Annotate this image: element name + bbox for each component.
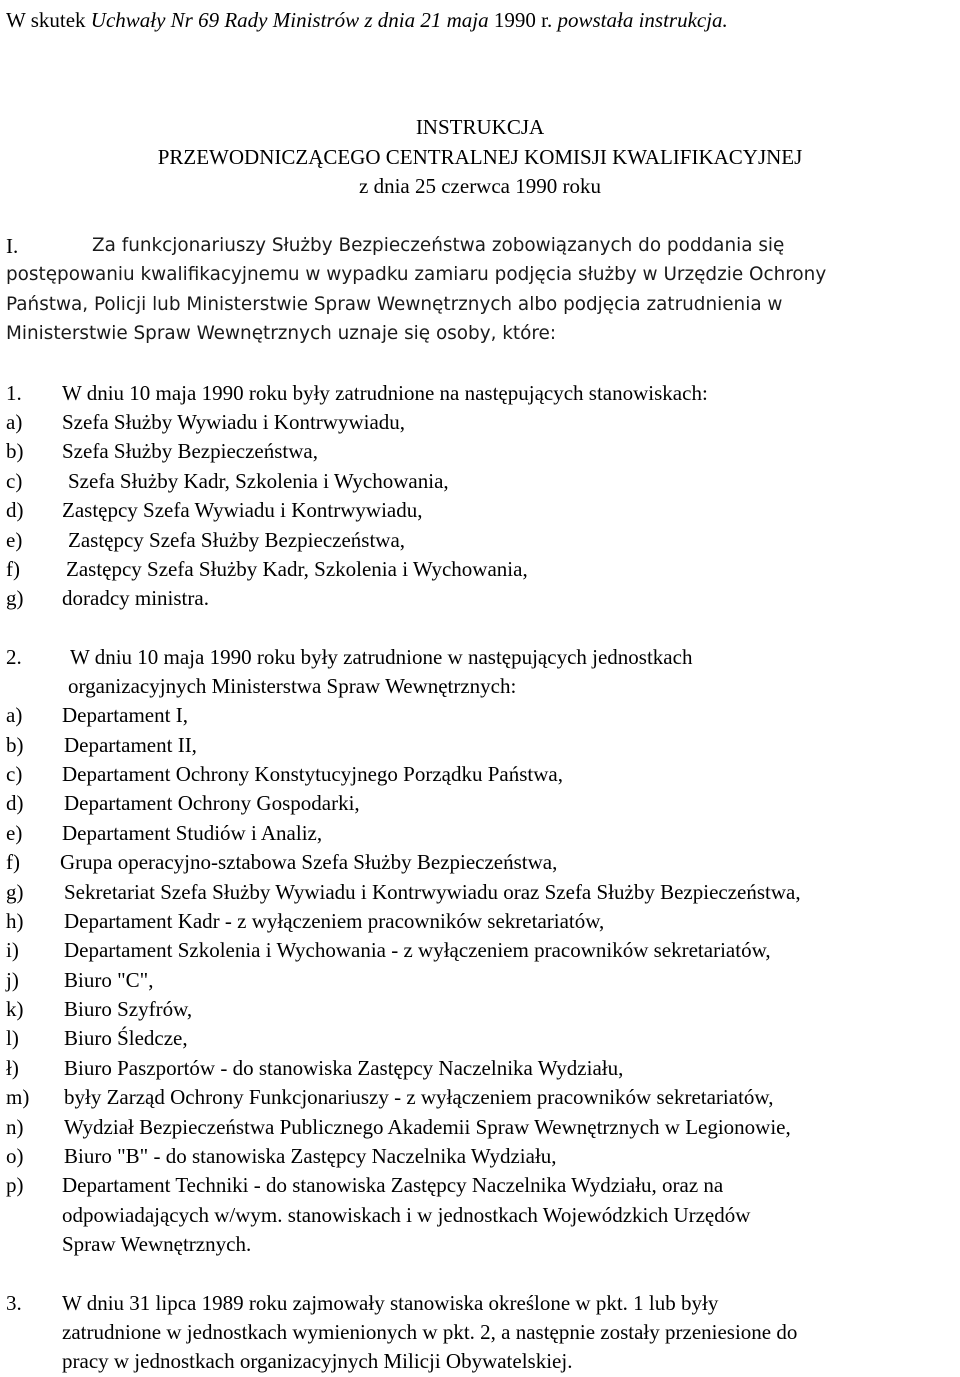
list-item-label: d)	[6, 791, 24, 815]
list-item-label: c)	[6, 762, 23, 786]
point-3-line-1: W dniu 31 lipca 1989 roku zajmowały stanowiska określone w pkt. 1 lub były	[62, 1291, 719, 1315]
list-item-label: g)	[6, 880, 24, 904]
list-item-text: Departament Studiów i Analiz,	[62, 821, 323, 845]
header-note-result: powstała instrukcja.	[557, 8, 728, 32]
list-item-label: g)	[6, 586, 24, 610]
list-item-label: p)	[6, 1173, 24, 1197]
list-item-text: Wydział Bezpieczeństwa Publicznego Akademii Spraw Wewnętrznych w Legionowie,	[64, 1115, 791, 1139]
section-line-2: postępowaniu kwalifikacyjnemu w wypadku zamiaru podjęcia służby w Urzędzie Ochrony	[6, 264, 827, 285]
list-item-text: Szefa Służby Bezpieczeństwa,	[62, 439, 318, 463]
list-item-text: Szefa Służby Kadr, Szkolenia i Wychowania,	[68, 469, 449, 493]
list-item-label: m)	[6, 1085, 30, 1109]
list-item-text: Zastępcy Szefa Służby Kadr, Szkolenia i Wychowania,	[66, 557, 528, 581]
list-item-text: Zastępcy Szefa Wywiadu i Kontrwywiadu,	[62, 498, 423, 522]
list-item-text: Biuro Paszportów - do stanowiska Zastępcy Naczelnika Wydziału,	[64, 1056, 624, 1080]
list-item-text: Departament Ochrony Gospodarki,	[64, 791, 360, 815]
point-2-number: 2.	[6, 645, 22, 669]
list-item-label: d)	[6, 498, 24, 522]
list-item-label: e)	[6, 821, 23, 845]
list-item-text: były Zarząd Ochrony Funkcjonariuszy - z wyłączeniem pracowników sekretariatów,	[64, 1085, 774, 1109]
list-item-continuation: Spraw Wewnętrznych.	[62, 1232, 252, 1256]
list-item-text: Biuro Szyfrów,	[64, 997, 193, 1021]
list-item-label: i)	[6, 938, 19, 962]
document-subtitle: PRZEWODNICZĄCEGO CENTRALNEJ KOMISJI KWALIFIKACYJNEJ	[157, 145, 803, 169]
list-item-text: Departament I,	[62, 703, 188, 727]
list-item-label: c)	[6, 469, 23, 493]
list-item-text: Sekretariat Szefa Służby Wywiadu i Kontrwywiadu oraz Szefa Służby Bezpieczeństwa,	[64, 880, 801, 904]
point-2-intro-1: W dniu 10 maja 1990 roku były zatrudnione w następujących jednostkach	[70, 645, 693, 669]
list-item-label: a)	[6, 703, 23, 727]
list-item-label: b)	[6, 733, 24, 757]
section-line-4: Ministerstwie Spraw Wewnętrznych uznaje się osoby, które:	[6, 323, 557, 344]
point-1-intro: W dniu 10 maja 1990 roku były zatrudnione na następujących stanowiskach:	[62, 381, 708, 405]
list-item-text: Grupa operacyjno-sztabowa Szefa Służby Bezpieczeństwa,	[60, 850, 558, 874]
header-note: W skutek Uchwały Nr 69 Rady Ministrów z dnia 21 maja 1990 r. powstała instrukcja.	[6, 8, 728, 32]
list-item-text: Departament II,	[64, 733, 197, 757]
list-item-label: b)	[6, 439, 24, 463]
list-item-text: Departament Ochrony Konstytucyjnego Porządku Państwa,	[62, 762, 563, 786]
section-number: I.	[6, 234, 19, 258]
list-item-label: e)	[6, 528, 23, 552]
list-item-label: h)	[6, 909, 24, 933]
list-item-label: f)	[6, 557, 20, 581]
document-title: INSTRUKCJA	[415, 115, 545, 139]
list-item-text: Biuro Śledcze,	[64, 1026, 188, 1050]
list-item-label: a)	[6, 410, 23, 434]
list-item-text: Szefa Służby Wywiadu i Kontrwywiadu,	[62, 410, 406, 434]
list-item-text: Biuro "C",	[64, 968, 154, 992]
point-3-line-2: zatrudnione w jednostkach wymienionych w pkt. 2, a następnie zostały przeniesione do	[62, 1320, 798, 1344]
list-item-label: j)	[6, 968, 19, 992]
list-item-label: f)	[6, 850, 20, 874]
list-item-text: doradcy ministra.	[62, 586, 209, 610]
list-item-text: Zastępcy Szefa Służby Bezpieczeństwa,	[68, 528, 406, 552]
header-note-resolution: Uchwały Nr 69 Rady Ministrów z dnia 21 maja	[90, 8, 489, 32]
section-line-3: Państwa, Policji lub Ministerstwie Spraw Wewnętrznych albo podjęcia zatrudnienia w	[6, 294, 783, 315]
point-1-number: 1.	[6, 381, 22, 405]
list-item-label: k)	[6, 997, 24, 1021]
list-item-text: Biuro "B" - do stanowiska Zastępcy Naczelnika Wydziału,	[64, 1144, 557, 1168]
list-item-label: n)	[6, 1115, 24, 1139]
list-item-label: o)	[6, 1144, 24, 1168]
list-item-text: Departament Szkolenia i Wychowania - z wyłączeniem pracowników sekretariatów,	[64, 938, 771, 962]
list-item-label: ł)	[6, 1056, 19, 1080]
point-2-intro-2: organizacyjnych Ministerstwa Spraw Wewnętrznych:	[68, 674, 517, 698]
list-item-text: Departament Techniki - do stanowiska Zastępcy Naczelnika Wydziału, oraz na	[62, 1173, 724, 1197]
point-3-line-3: pracy w jednostkach organizacyjnych Milicji Obywatelskiej.	[62, 1349, 573, 1373]
list-item-continuation: odpowiadających w/wym. stanowiskach i w jednostkach Wojewódzkich Urzędów	[62, 1203, 751, 1227]
section-line-1: Za funkcjonariuszy Służby Bezpieczeństwa zobowiązanych do poddania się	[92, 235, 785, 256]
list-item-label: l)	[6, 1026, 19, 1050]
document-date: z dnia 25 czerwca 1990 roku	[359, 174, 601, 198]
point-3-number: 3.	[6, 1291, 22, 1315]
list-item-text: Departament Kadr - z wyłączeniem pracowników sekretariatów,	[64, 909, 605, 933]
